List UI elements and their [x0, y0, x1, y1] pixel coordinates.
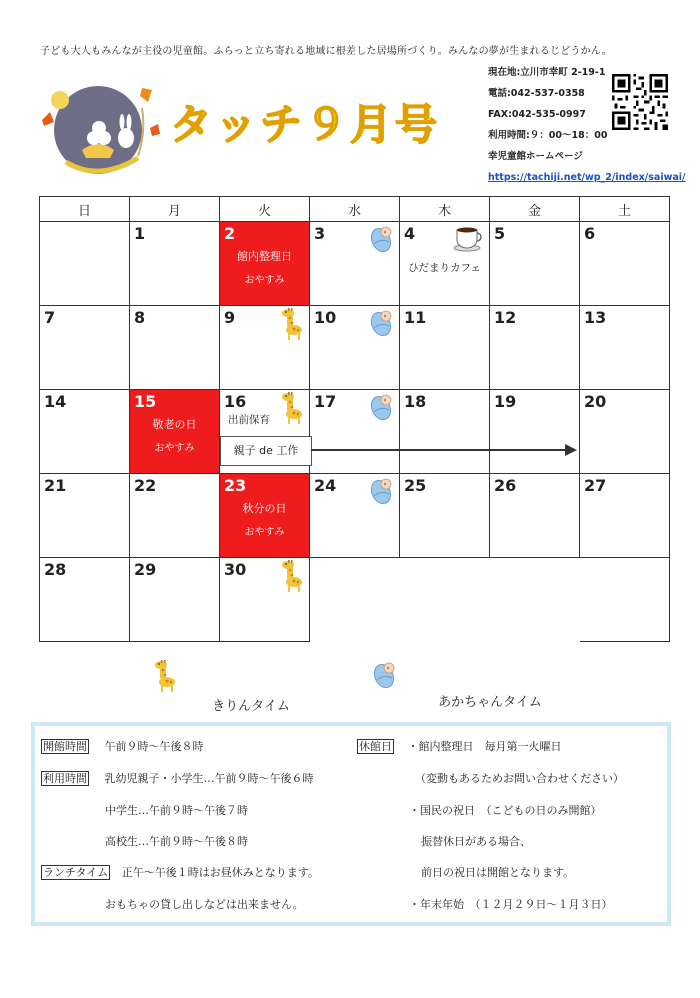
event-respect-for-aged-day: 敬老の日 [152, 418, 197, 431]
day-cell-empty [310, 558, 400, 642]
baby-icon [372, 660, 398, 690]
opening-hours: 利用時間:９：00～18：00 [488, 130, 608, 141]
day-cell-empty [490, 558, 580, 642]
event-holiday-off: おやすみ [244, 275, 285, 286]
open-hours-value: 午前９時～午後８時 [104, 740, 204, 753]
day-cell-29: 29 [130, 558, 220, 642]
day-cell-25: 25 [400, 474, 490, 558]
legend-baby [372, 660, 542, 710]
tagline: 子ども大人もみんなが主役の児童館。ふらっと立ち寄れる地域に根差した居場所づくり。みんなの夢が生まれるじどうかん。 [40, 46, 612, 57]
day-cell-14: 14 [40, 390, 130, 474]
day-cell-3: 3 [310, 222, 400, 306]
day-cell-13: 13 [580, 306, 670, 390]
day-cell-6: 6 [580, 222, 670, 306]
day-cell-18: 18 [400, 390, 490, 474]
lunch-line-2: おもちゃの貸し出しなどは出来ません。 [105, 898, 304, 911]
newsletter-title: タッチ９月号 [170, 100, 441, 149]
parent-child-craft-label: 親子 de 工作 [220, 436, 312, 466]
day-cell-9: 9 [220, 306, 310, 390]
day-cell-8: 8 [130, 306, 220, 390]
day-cell-5: 5 [490, 222, 580, 306]
use-hours-line-1: 乳幼児親子・小学生…午前９時～午後６時 [104, 772, 314, 785]
day-cell-2: 2 館内整理日 おやすみ [220, 222, 310, 306]
baby-icon [369, 308, 395, 338]
weekday-mon: 月 [130, 197, 220, 222]
facility-rules-box [31, 722, 671, 926]
coffee-cup-icon [453, 224, 485, 252]
day-cell-16: 16 出前保育 [220, 390, 310, 474]
event-closed-day: 館内整理日 [237, 250, 292, 263]
event-autumn-equinox: 秋分の日 [242, 502, 287, 515]
weekday-fri: 金 [490, 197, 580, 222]
day-cell-11: 11 [400, 306, 490, 390]
day-cell-1: 1 [130, 222, 220, 306]
day-cell-15: 15 敬老の日 おやすみ [130, 390, 220, 474]
qr-code[interactable] [612, 74, 668, 130]
day-cell-empty [40, 222, 130, 306]
day-cell-19: 19 [490, 390, 580, 474]
open-hours-label: 開館時間 [43, 740, 87, 753]
event-holiday-off: おやすみ [244, 527, 285, 538]
legend-baby-label: あかちゃんタイム [438, 695, 542, 710]
closed-line-4: 振替休日がある場合、 [421, 835, 531, 848]
day-cell-12: 12 [490, 306, 580, 390]
day-cell-empty [580, 558, 670, 642]
closed-days-label: 休館日 [359, 740, 392, 753]
lunch-line-1: 正午～午後１時はお昼休みとなります。 [121, 866, 319, 879]
day-cell-30: 30 [220, 558, 310, 642]
weekday-sun: 日 [40, 197, 130, 222]
homepage-link[interactable]: https://tachiji.net/wp_2/index/saiwai/ [488, 172, 686, 183]
baby-icon [369, 224, 395, 254]
giraffe-icon [279, 560, 305, 594]
fax: FAX:042-535-0997 [488, 109, 586, 120]
weekday-thu: 木 [400, 197, 490, 222]
day-cell-20: 20 [580, 390, 670, 474]
closed-line-6: ・年末年始 （１２月２９日～１月３日） [409, 898, 613, 911]
event-hidamari-cafe: ひだまりカフェ [408, 262, 481, 274]
giraffe-icon [279, 308, 305, 342]
event-holiday-off: おやすみ [154, 443, 195, 454]
phone: 電話:042-537-0358 [488, 88, 585, 99]
closed-line-5: 前日の祝日は開館となります。 [421, 866, 575, 879]
day-cell-27: 27 [580, 474, 670, 558]
closed-line-1: ・館内整理日 毎月第一火曜日 [407, 740, 562, 753]
day-cell-7: 7 [40, 306, 130, 390]
giraffe-icon [152, 660, 178, 694]
day-cell-empty [400, 558, 490, 642]
day-cell-4: 4 ひだまりカフェ [400, 222, 490, 306]
use-hours-label: 利用時間 [43, 772, 87, 785]
day-cell-10: 10 [310, 306, 400, 390]
event-span-arrow [311, 441, 579, 459]
september-calendar [39, 196, 670, 642]
day-cell-28: 28 [40, 558, 130, 642]
weekday-tue: 火 [220, 197, 310, 222]
address: 現在地:立川市幸町 2-19-1 [488, 67, 606, 78]
day-cell-21: 21 [40, 474, 130, 558]
legend-giraffe [152, 660, 290, 714]
use-hours-line-3: 高校生…午前９時～午後８時 [105, 835, 248, 848]
legend-giraffe-label: きりんタイム [212, 699, 290, 714]
closed-line-2: （変動もあるためお問い合わせください） [415, 772, 624, 785]
baby-icon [369, 476, 395, 506]
day-cell-22: 22 [130, 474, 220, 558]
day-cell-26: 26 [490, 474, 580, 558]
giraffe-icon [279, 392, 305, 426]
weekday-sat: 土 [580, 197, 670, 222]
homepage-label: 幸児童館ホームページ [488, 151, 583, 162]
event-outreach-childcare: 出前保育 [228, 414, 270, 426]
weekday-wed: 水 [310, 197, 400, 222]
day-cell-17: 17 [310, 390, 400, 474]
day-cell-23: 23 秋分の日 おやすみ [220, 474, 310, 558]
closed-line-3: ・国民の祝日 （こどもの日のみ開館） [409, 804, 602, 817]
day-cell-24: 24 [310, 474, 400, 558]
lunch-label: ランチタイム [43, 866, 109, 879]
baby-icon [369, 392, 395, 422]
moon-viewing-logo [38, 72, 166, 184]
use-hours-line-2: 中学生…午前９時～午後７時 [105, 804, 248, 817]
